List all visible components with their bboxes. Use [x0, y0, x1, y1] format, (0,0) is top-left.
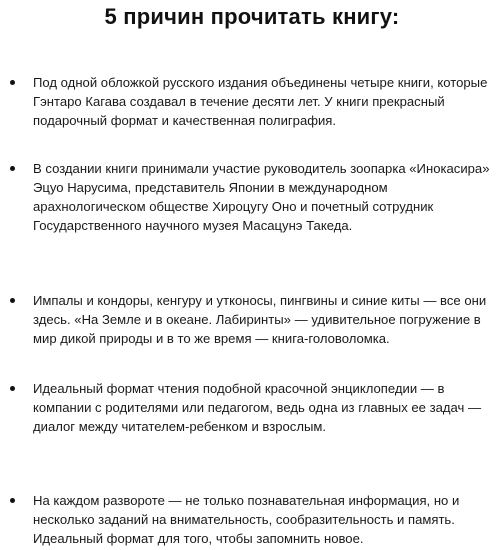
- bullet-icon: [10, 80, 15, 85]
- page-title: 5 причин прочитать книгу:: [104, 4, 400, 29]
- bullet-icon: [10, 298, 15, 303]
- reason-text: В создании книги принимали участие руководитель зоопарка «Инокасира» Эцуо Нарусима, представитель Японии в международном арахнологическом обществе Хироцугу Оно и почетный сотрудник Государственного научного музея Масацунэ Такеда.: [33, 161, 490, 233]
- reason-text: На каждом развороте — не только познавательная информация, но и несколько заданий на внимательность, сообразительность и память. Идеальный формат для того, чтобы запомнить новое.: [33, 493, 460, 546]
- reason-text: Под одной обложкой русского издания объединены четыре книги, которые Гэнтаро Кагава создавал в течение десяти лет. У книги прекрасный подарочный формат и качественная полиграфия.: [33, 75, 488, 128]
- bullet-icon: [10, 166, 15, 171]
- bullet-icon: [10, 498, 15, 503]
- reason-text: Импалы и кондоры, кенгуру и утконосы, пингвины и синие киты — все они здесь. «На Земле и в океане. Лабиринты» — удивительное погружение в мир дикой природы и в то же время — книга-головоломка.: [33, 293, 487, 346]
- bullet-icon: [10, 386, 15, 391]
- reason-text: Идеальный формат чтения подобной красочной энциклопедии — в компании с родителями или педагогом, ведь одна из главных ее задач — диалог между читателем-ребенком и взрослым.: [33, 381, 482, 434]
